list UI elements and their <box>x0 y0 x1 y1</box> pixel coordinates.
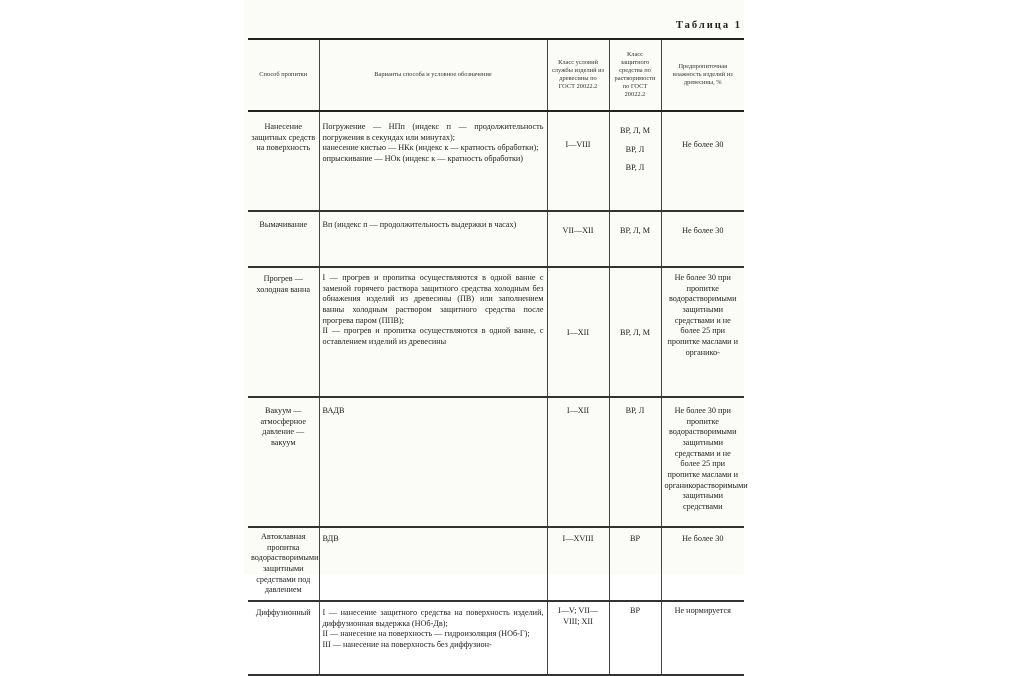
method-cell: Автоклавная пропитка водорастворимыми защитными средствами под давлением <box>248 527 319 601</box>
service-class-cell: I—V; VII—VIII; XII <box>547 601 609 675</box>
table-row <box>248 397 744 527</box>
solubility-cell <box>609 267 661 397</box>
moisture-cell: Не нормируется <box>661 601 744 675</box>
table-header-row <box>248 39 744 111</box>
solubility-cell <box>609 601 661 675</box>
solubility-text: ВР <box>629 606 640 615</box>
variant-text: Погружение — НПп (индекс п — продолжительность погружения в секундах или минутах); <box>322 122 544 142</box>
header-variants: Варианты способа и условное обозначение <box>319 39 547 111</box>
header-moisture: Предпропиточная влажность изделий из древесины, % <box>661 39 744 111</box>
variant-text: Вп (индекс п — продолжительность выдержки в часах) <box>322 220 517 229</box>
variants-cell <box>319 527 547 601</box>
table-row <box>248 211 744 267</box>
variants-cell <box>319 211 547 267</box>
service-class-cell: I—XVIII <box>547 527 609 601</box>
variant-text: нанесение кистью — НКк (индекс к — кратность обработки); <box>322 143 539 153</box>
method-cell: Вымачивание <box>248 211 319 267</box>
service-class-cell: I—XII <box>547 267 609 397</box>
impregnation-table <box>248 38 748 676</box>
solubility-text: ВР, Л, М <box>619 328 650 337</box>
variant-text: I — нанесение защитного средства на поверхность изделий, диффузионная выдержка (НОб-Дв); <box>322 608 544 628</box>
table-row <box>248 527 744 601</box>
header-solubility: Класс защитного средства по растворимости по ГОСТ 20022.2 <box>609 39 661 111</box>
table-row <box>248 111 744 211</box>
variants-cell <box>319 601 547 675</box>
variant-text: ВДВ <box>322 534 339 543</box>
header-service-class: Класс условий службы изделий из древесины по ГОСТ 20022.2 <box>547 39 609 111</box>
variant-text: II — нанесение на поверхность — гидроизоляция (НОб-Г); <box>322 629 530 639</box>
moisture-cell: Не более 30 <box>661 527 744 601</box>
variant-text: III — нанесение на поверхность без диффузион- <box>322 639 492 649</box>
solubility-cell <box>609 397 661 527</box>
header-method: Способ пропитки <box>248 39 319 111</box>
solubility-text: ВР, Л <box>625 163 645 173</box>
variant-text: II — прогрев и пропитка осуществляются в одной ванне, с оставлением изделий из древесины <box>322 326 544 346</box>
variant-text: опрыскивание — НОк (индекс к — кратность обработки) <box>322 153 524 163</box>
solubility-text: ВР, Л <box>625 406 645 415</box>
service-class-cell: I—VIII <box>547 111 609 211</box>
solubility-text: ВР <box>629 534 640 543</box>
solubility-cell <box>609 527 661 601</box>
solubility-text: ВР, Л <box>625 144 645 154</box>
moisture-cell: Не более 30 <box>661 111 744 211</box>
method-cell: Вакуум — атмосферное давление — вакуум <box>248 397 319 527</box>
solubility-cell <box>609 211 661 267</box>
variants-cell <box>319 397 547 527</box>
moisture-cell: Не более 30 при пропитке водорастворимыми защитными средствами и не более 25 при пропитке маслами и органико- <box>661 267 744 397</box>
variants-cell <box>319 267 547 397</box>
method-cell: Прогрев — холодная ванна <box>248 267 319 397</box>
variants-cell <box>319 111 547 211</box>
variant-text: ВАДВ <box>322 406 345 415</box>
moisture-cell: Не более 30 <box>661 211 744 267</box>
document-page <box>244 0 748 649</box>
table-title: Таблица 1 <box>675 20 742 31</box>
service-class-cell: VII—XII <box>547 211 609 267</box>
service-class-cell: I—XII <box>547 397 609 527</box>
method-cell: Нанесение защитных средств на поверхность <box>248 111 319 211</box>
table-row <box>248 267 744 397</box>
solubility-cell <box>609 111 661 211</box>
solubility-text: ВР, Л, М <box>619 126 650 135</box>
table-row <box>248 601 744 675</box>
moisture-cell: Не более 30 при пропитке водорастворимыми защитными средствами и не более 25 при пропитке маслами и органикорастворимыми защитными средствами <box>661 397 744 527</box>
method-cell: Диффузионный <box>248 601 319 675</box>
solubility-text: ВР, Л, М <box>619 226 650 235</box>
variant-text: I — прогрев и пропитка осуществляются в одной ванне с заменой горячего раствора защитного средства холодным без обнажения изделий из древесины (ПВ) или заполнением ванны холодным раствором защитного средства после прогрева паром (ППВ); <box>322 273 544 325</box>
